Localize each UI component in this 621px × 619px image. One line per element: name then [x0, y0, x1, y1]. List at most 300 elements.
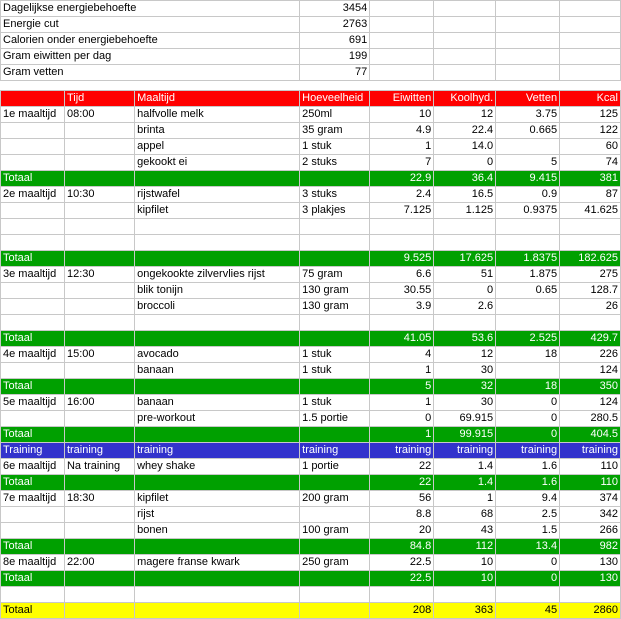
table-row-cell-2: magere franse kwark — [135, 555, 300, 571]
table-row-cell-6: 1.8375 — [496, 251, 560, 267]
table-row-cell-4: 22 — [370, 475, 434, 491]
table-row-cell-4 — [370, 219, 434, 235]
table-row-cell-7: 182.625 — [560, 251, 621, 267]
table-row-cell-0: Totaal — [1, 571, 65, 587]
table-header-cell-1: Tijd — [64, 91, 134, 107]
summary-empty-cell — [370, 1, 434, 17]
table-row-cell-7: 342 — [560, 507, 621, 523]
table-row-cell-6: 0 — [496, 571, 560, 587]
table-row-cell-3: 200 gram — [300, 491, 370, 507]
table-row-cell-2 — [135, 219, 300, 235]
table-row-cell-0 — [1, 523, 65, 539]
table-row-cell-2 — [135, 571, 300, 587]
table-row — [1, 571, 621, 587]
table-header-cell-4: Eiwitten — [370, 91, 434, 107]
table-row-cell-0: 2e maaltijd — [1, 187, 65, 203]
table-row-cell-6 — [496, 315, 560, 331]
table-row-cell-4: 2.4 — [370, 187, 434, 203]
summary-empty-cell — [434, 49, 496, 65]
table-row-cell-4: 0 — [370, 411, 434, 427]
table-row-cell-6: 13.4 — [496, 539, 560, 555]
table-row-cell-7: 429.7 — [560, 331, 621, 347]
table-row-cell-2 — [135, 475, 300, 491]
table-row-cell-0 — [1, 411, 65, 427]
summary-empty-cell — [434, 65, 496, 81]
summary-value: 691 — [300, 33, 370, 49]
table-row-cell-1 — [64, 299, 134, 315]
table-row-cell-7 — [560, 315, 621, 331]
table-row-cell-7: 110 — [560, 459, 621, 475]
table-row-cell-7: 122 — [560, 123, 621, 139]
table-row-cell-0 — [1, 507, 65, 523]
table-row-cell-0: 3e maaltijd — [1, 267, 65, 283]
table-row-cell-7: 350 — [560, 379, 621, 395]
table-row-cell-0 — [1, 315, 65, 331]
table-row — [1, 251, 621, 267]
table-row-cell-3 — [300, 571, 370, 587]
table-row-cell-6: 0.65 — [496, 283, 560, 299]
table-row-cell-5: 30 — [434, 363, 496, 379]
table-row-cell-5: 16.5 — [434, 187, 496, 203]
table-row-cell-1: 18:30 — [64, 491, 134, 507]
table-row-cell-7 — [560, 235, 621, 251]
table-row-cell-2: gekookt ei — [135, 155, 300, 171]
table-row-cell-2: rijst — [135, 507, 300, 523]
summary-empty-cell — [370, 65, 434, 81]
table-row-cell-1: 12:30 — [64, 267, 134, 283]
table-row-cell-2 — [135, 331, 300, 347]
summary-row — [1, 1, 621, 17]
table-row-cell-3: 3 plakjes — [300, 203, 370, 219]
table-row-cell-7: 74 — [560, 155, 621, 171]
table-row-cell-7: 381 — [560, 171, 621, 187]
table-row-cell-1: training — [64, 443, 134, 459]
table-row-cell-4: 22.5 — [370, 571, 434, 587]
table-row-cell-3: 35 gram — [300, 123, 370, 139]
table-row-cell-1 — [64, 539, 134, 555]
table-row — [1, 315, 621, 331]
table-row-cell-6 — [496, 587, 560, 603]
gap-row — [0, 81, 621, 90]
table-row-cell-3: 130 gram — [300, 299, 370, 315]
table-row-cell-5: 17.625 — [434, 251, 496, 267]
summary-label: Gram vetten — [1, 65, 300, 81]
table-row-cell-3: 2 stuks — [300, 155, 370, 171]
table-row-cell-4: 22.5 — [370, 555, 434, 571]
summary-value: 3454 — [300, 1, 370, 17]
table-row-cell-7: 275 — [560, 267, 621, 283]
table-row-cell-7 — [560, 219, 621, 235]
table-row-cell-6: 2.525 — [496, 331, 560, 347]
table-row-cell-3: 3 stuks — [300, 187, 370, 203]
table-row-cell-5 — [434, 235, 496, 251]
table-row — [1, 155, 621, 171]
table-row-cell-2: broccoli — [135, 299, 300, 315]
table-row-cell-6: 0 — [496, 395, 560, 411]
table-row — [1, 363, 621, 379]
table-row-cell-0 — [1, 363, 65, 379]
table-row-cell-1 — [64, 283, 134, 299]
table-row-cell-2: bonen — [135, 523, 300, 539]
table-row-cell-0: 6e maaltijd — [1, 459, 65, 475]
table-row-cell-6: 1.875 — [496, 267, 560, 283]
summary-empty-cell — [496, 65, 560, 81]
table-row-cell-1 — [64, 379, 134, 395]
table-row — [1, 491, 621, 507]
table-row-cell-6: 0 — [496, 411, 560, 427]
table-header-cell-6: Vetten — [496, 91, 560, 107]
table-row-cell-1 — [64, 155, 134, 171]
table-row — [1, 507, 621, 523]
table-row-cell-4: 84.8 — [370, 539, 434, 555]
table-row-cell-3: 1 stuk — [300, 363, 370, 379]
table-row-cell-0 — [1, 235, 65, 251]
table-row — [1, 235, 621, 251]
table-row-cell-6 — [496, 219, 560, 235]
table-row-cell-5: 112 — [434, 539, 496, 555]
table-row-cell-7: training — [560, 443, 621, 459]
table-row-cell-4: 6.6 — [370, 267, 434, 283]
table-row-cell-1 — [64, 219, 134, 235]
table-row-cell-4: 7 — [370, 155, 434, 171]
table-row-cell-5: 12 — [434, 107, 496, 123]
table-row-cell-2: whey shake — [135, 459, 300, 475]
table-row-cell-0: 5e maaltijd — [1, 395, 65, 411]
table-row-cell-4: 10 — [370, 107, 434, 123]
table-row-cell-7: 128.7 — [560, 283, 621, 299]
summary-empty-cell — [370, 49, 434, 65]
table-row-cell-0 — [1, 283, 65, 299]
table-row-cell-0: Totaal — [1, 331, 65, 347]
table-row-cell-4: 1 — [370, 427, 434, 443]
table-row-cell-0 — [1, 139, 65, 155]
table-row-cell-0 — [1, 219, 65, 235]
table-row-cell-5: 68 — [434, 507, 496, 523]
table-row-cell-2 — [135, 251, 300, 267]
table-row-cell-2: halfvolle melk — [135, 107, 300, 123]
table-row — [1, 587, 621, 603]
table-row-cell-0: 7e maaltijd — [1, 491, 65, 507]
table-row-cell-2 — [135, 315, 300, 331]
table-row-cell-4: 208 — [370, 603, 434, 619]
gap-cell — [0, 81, 621, 90]
table-row-cell-6: 1.6 — [496, 459, 560, 475]
table-row-cell-7: 130 — [560, 555, 621, 571]
summary-label: Gram eiwitten per dag — [1, 49, 300, 65]
table-row-cell-6: 9.415 — [496, 171, 560, 187]
table-row-cell-5: 10 — [434, 571, 496, 587]
summary-empty-cell — [434, 17, 496, 33]
table-row-cell-1: 10:30 — [64, 187, 134, 203]
table-row-cell-4: 1 — [370, 395, 434, 411]
summary-empty-cell — [370, 17, 434, 33]
table-row-cell-3: training — [300, 443, 370, 459]
table-row — [1, 123, 621, 139]
summary-value: 199 — [300, 49, 370, 65]
table-row-cell-1: 22:00 — [64, 555, 134, 571]
table-row-cell-6 — [496, 299, 560, 315]
table-row-cell-6: 18 — [496, 347, 560, 363]
table-row-cell-2 — [135, 603, 300, 619]
table-row-cell-1: 08:00 — [64, 107, 134, 123]
table-header-cell-2: Maaltijd — [135, 91, 300, 107]
table-row-cell-5: 22.4 — [434, 123, 496, 139]
table-row — [1, 411, 621, 427]
table-row-cell-6: 2.5 — [496, 507, 560, 523]
table-row-cell-5: 30 — [434, 395, 496, 411]
summary-empty-cell — [496, 49, 560, 65]
table-row-cell-7: 87 — [560, 187, 621, 203]
table-row-cell-5: 36.4 — [434, 171, 496, 187]
table-row-cell-6: 1.6 — [496, 475, 560, 491]
table-row-cell-1 — [64, 475, 134, 491]
table-row-cell-5: 1.125 — [434, 203, 496, 219]
table-row-cell-6: training — [496, 443, 560, 459]
table-row-cell-4 — [370, 315, 434, 331]
table-row-cell-3 — [300, 315, 370, 331]
table-row-cell-5 — [434, 587, 496, 603]
table-row-cell-7: 125 — [560, 107, 621, 123]
table-row-cell-6: 3.75 — [496, 107, 560, 123]
table-row-cell-7: 374 — [560, 491, 621, 507]
table-row-cell-0: Totaal — [1, 171, 65, 187]
table-row-cell-4: 41.05 — [370, 331, 434, 347]
table-row-cell-5: 69.915 — [434, 411, 496, 427]
table-header-cell-3: Hoeveelheid — [300, 91, 370, 107]
table-row-cell-7 — [560, 587, 621, 603]
table-row — [1, 427, 621, 443]
table-row-cell-6: 0.9 — [496, 187, 560, 203]
table-row-cell-6: 0.665 — [496, 123, 560, 139]
table-row-cell-0: 4e maaltijd — [1, 347, 65, 363]
table-row-cell-6: 0 — [496, 427, 560, 443]
summary-table — [0, 0, 621, 81]
table-row-cell-1 — [64, 523, 134, 539]
table-row-cell-4: 56 — [370, 491, 434, 507]
summary-value: 2763 — [300, 17, 370, 33]
table-row-cell-0 — [1, 123, 65, 139]
table-row-cell-5: 0 — [434, 283, 496, 299]
table-row-cell-7: 26 — [560, 299, 621, 315]
table-row-cell-3 — [300, 539, 370, 555]
table-row-cell-2: appel — [135, 139, 300, 155]
summary-empty-cell — [560, 1, 621, 17]
table-row-cell-5: 2.6 — [434, 299, 496, 315]
table-row-cell-3 — [300, 219, 370, 235]
summary-empty-cell — [560, 33, 621, 49]
table-row-cell-2: kipfilet — [135, 203, 300, 219]
table-row-cell-2 — [135, 587, 300, 603]
table-row-cell-0: 8e maaltijd — [1, 555, 65, 571]
table-row-cell-3 — [300, 587, 370, 603]
table-row-cell-1 — [64, 251, 134, 267]
table-row-cell-1 — [64, 315, 134, 331]
table-row-cell-3: 250 gram — [300, 555, 370, 571]
table-row-cell-0: Totaal — [1, 603, 65, 619]
table-row-cell-5: 43 — [434, 523, 496, 539]
table-row-cell-5: 14.0 — [434, 139, 496, 155]
table-row-cell-0: Totaal — [1, 427, 65, 443]
table-row-cell-5: 363 — [434, 603, 496, 619]
table-row-cell-1 — [64, 171, 134, 187]
table-row-cell-5: 1.4 — [434, 459, 496, 475]
table-row-cell-2: blik tonijn — [135, 283, 300, 299]
table-row-cell-7: 280.5 — [560, 411, 621, 427]
table-row-cell-1 — [64, 411, 134, 427]
table-row-cell-2: avocado — [135, 347, 300, 363]
table-row-cell-7: 41.625 — [560, 203, 621, 219]
table-row-cell-2: rijstwafel — [135, 187, 300, 203]
table-row-cell-4: 4.9 — [370, 123, 434, 139]
table-row-cell-4: 1 — [370, 363, 434, 379]
table-row-cell-3 — [300, 171, 370, 187]
table-row-cell-2: kipfilet — [135, 491, 300, 507]
table-row-cell-4: 1 — [370, 139, 434, 155]
table-row-cell-2 — [135, 171, 300, 187]
table-row-cell-0: Totaal — [1, 475, 65, 491]
table-row-cell-5: 0 — [434, 155, 496, 171]
table-row-cell-2: banaan — [135, 363, 300, 379]
table-row-cell-1: 16:00 — [64, 395, 134, 411]
table-row-cell-5: 99.915 — [434, 427, 496, 443]
table-row-cell-7: 110 — [560, 475, 621, 491]
table-row-cell-1 — [64, 427, 134, 443]
table-row-cell-6: 45 — [496, 603, 560, 619]
summary-row — [1, 49, 621, 65]
table-row-cell-1 — [64, 331, 134, 347]
table-row-cell-4: 22 — [370, 459, 434, 475]
table-row-cell-0 — [1, 203, 65, 219]
table-row-cell-5 — [434, 315, 496, 331]
table-row-cell-7: 982 — [560, 539, 621, 555]
table-row — [1, 459, 621, 475]
table-row-cell-7: 130 — [560, 571, 621, 587]
table-row — [1, 347, 621, 363]
table-row — [1, 603, 621, 619]
table-row-cell-1 — [64, 203, 134, 219]
table-row — [1, 379, 621, 395]
table-row-cell-1: 15:00 — [64, 347, 134, 363]
table-row — [1, 187, 621, 203]
table-row-cell-4: 3.9 — [370, 299, 434, 315]
table-row-cell-4: 4 — [370, 347, 434, 363]
table-row-cell-1 — [64, 123, 134, 139]
table-row-cell-5: 1.4 — [434, 475, 496, 491]
table-row-cell-7: 266 — [560, 523, 621, 539]
table-row-cell-0: Totaal — [1, 251, 65, 267]
summary-empty-cell — [370, 33, 434, 49]
table-row-cell-3: 1.5 portie — [300, 411, 370, 427]
table-row-cell-6 — [496, 363, 560, 379]
table-row-cell-4: 5 — [370, 379, 434, 395]
table-row-cell-3: 1 stuk — [300, 395, 370, 411]
table-row-cell-3 — [300, 475, 370, 491]
summary-empty-cell — [560, 49, 621, 65]
table-row-cell-4 — [370, 235, 434, 251]
table-row-cell-0: Totaal — [1, 379, 65, 395]
table-row-cell-3: 1 portie — [300, 459, 370, 475]
table-row-cell-0 — [1, 299, 65, 315]
table-row-cell-6: 0.9375 — [496, 203, 560, 219]
table-row — [1, 523, 621, 539]
table-row — [1, 139, 621, 155]
table-row-cell-0 — [1, 587, 65, 603]
table-row-cell-2: brinta — [135, 123, 300, 139]
summary-empty-cell — [496, 1, 560, 17]
table-row-cell-1 — [64, 139, 134, 155]
table-row — [1, 555, 621, 571]
table-row-cell-3 — [300, 507, 370, 523]
summary-row — [1, 33, 621, 49]
table-row-cell-7: 124 — [560, 363, 621, 379]
table-row-cell-6: 0 — [496, 555, 560, 571]
table-row-cell-4: 7.125 — [370, 203, 434, 219]
table-row-cell-2 — [135, 539, 300, 555]
table-row-cell-5: training — [434, 443, 496, 459]
table-header-cell-0 — [1, 91, 65, 107]
table-row-cell-5: 51 — [434, 267, 496, 283]
table-header — [1, 91, 621, 107]
table-row-cell-1 — [64, 235, 134, 251]
table-row-cell-5 — [434, 219, 496, 235]
summary-empty-cell — [434, 1, 496, 17]
table-row-cell-2 — [135, 235, 300, 251]
table-row — [1, 395, 621, 411]
summary-empty-cell — [560, 65, 621, 81]
table-header-cell-7: Kcal — [560, 91, 621, 107]
table-row-cell-6 — [496, 139, 560, 155]
table-row-cell-1 — [64, 571, 134, 587]
meal-plan-table — [0, 90, 621, 619]
table-header-cell-5: Koolhyd. — [434, 91, 496, 107]
table-row-cell-3: 1 stuk — [300, 347, 370, 363]
table-row-cell-1 — [64, 603, 134, 619]
table-row-cell-0: Training — [1, 443, 65, 459]
table-row-cell-6: 18 — [496, 379, 560, 395]
table-row-cell-3: 250ml — [300, 107, 370, 123]
table-row-cell-4: 20 — [370, 523, 434, 539]
table-row — [1, 203, 621, 219]
table-row-cell-4 — [370, 587, 434, 603]
table-row — [1, 299, 621, 315]
summary-empty-cell — [434, 33, 496, 49]
table-row-cell-6: 1.5 — [496, 523, 560, 539]
table-row-cell-4: training — [370, 443, 434, 459]
table-row-cell-3 — [300, 427, 370, 443]
table-row-cell-4: 30.55 — [370, 283, 434, 299]
table-row — [1, 443, 621, 459]
table-row — [1, 331, 621, 347]
table-row-cell-4: 8.8 — [370, 507, 434, 523]
table-row-cell-2 — [135, 379, 300, 395]
summary-row — [1, 17, 621, 33]
table-row-cell-6 — [496, 235, 560, 251]
table-row-cell-3: 1 stuk — [300, 139, 370, 155]
table-row-cell-7: 124 — [560, 395, 621, 411]
summary-row — [1, 65, 621, 81]
table-row-cell-0: 1e maaltijd — [1, 107, 65, 123]
table-row-cell-1 — [64, 363, 134, 379]
table-row-cell-3 — [300, 235, 370, 251]
table-row-cell-3 — [300, 251, 370, 267]
table-row-cell-2: training — [135, 443, 300, 459]
table-row-cell-1: Na training — [64, 459, 134, 475]
table-row-cell-5: 1 — [434, 491, 496, 507]
table-row-cell-5: 10 — [434, 555, 496, 571]
table-row-cell-7: 404.5 — [560, 427, 621, 443]
summary-label: Calorien onder energiebehoefte — [1, 33, 300, 49]
table-row-cell-6: 9.4 — [496, 491, 560, 507]
